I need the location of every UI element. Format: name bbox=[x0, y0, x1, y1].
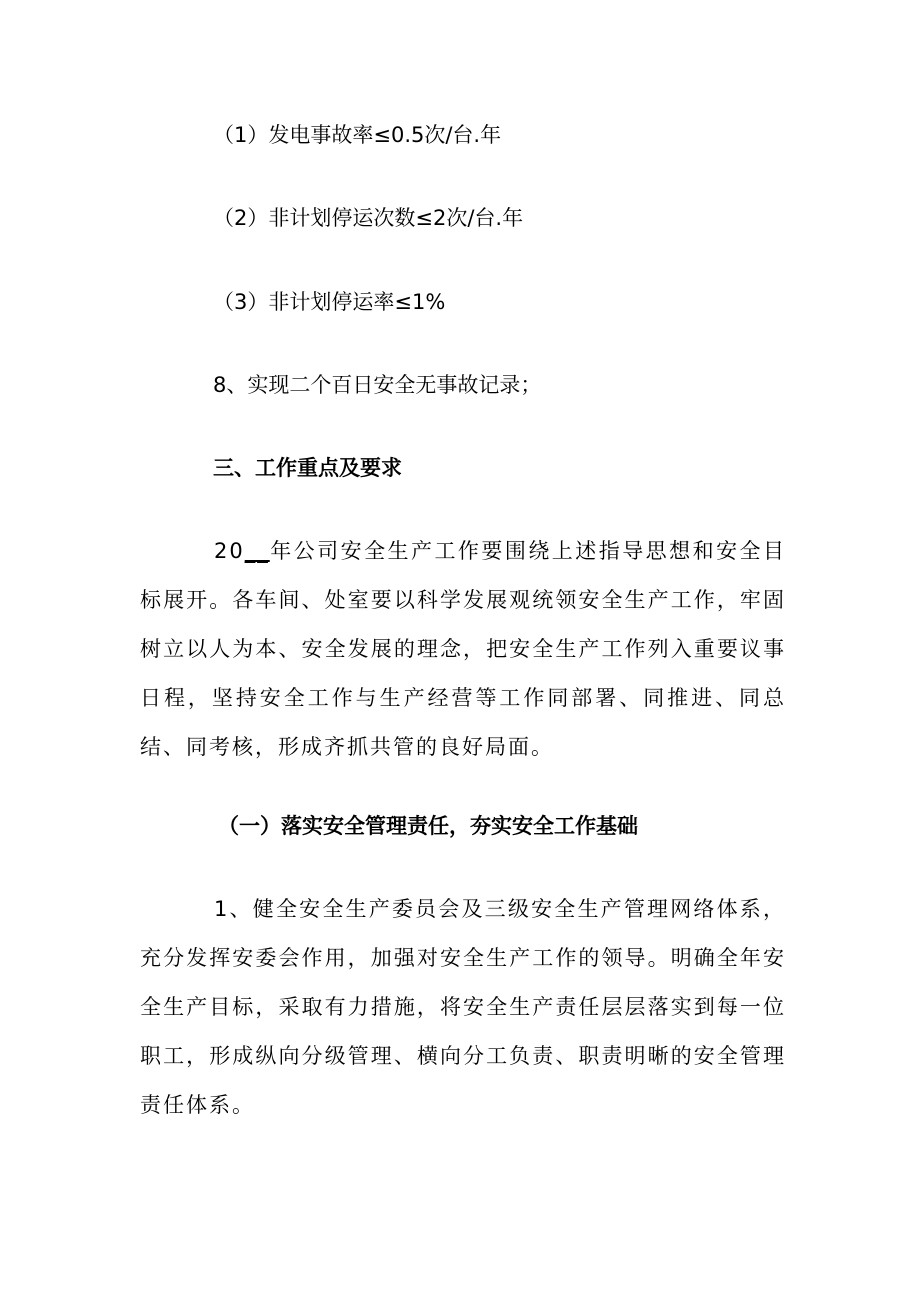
intro-year-blank: __ bbox=[244, 539, 270, 563]
target-item-3: （3）非计划停运率≤1% bbox=[213, 290, 446, 314]
intro-year-prefix: 20 bbox=[214, 539, 245, 563]
section-3-intro bbox=[140, 527, 786, 772]
intro-text: 年公司安全生产工作要围绕上述指导思想和安全目标展开。各车间、处室要以科学发展观统领安全生产工作，牢固树立以人为本、安全发展的理念，把安全生产工作列入重要议事日程，坚持安全工作与生产经营等工作同部署、同推进、同总结、同考核，形成齐抓共管的良好局面。 bbox=[140, 539, 786, 759]
subsection-1-item-1: 1、健全安全生产委员会及三级安全生产管理网络体系，充分发挥安委会作用，加强对安全生产工作的领导。明确全年安全生产目标，采取有力措施，将安全生产责任层层落实到每一位职工，形成纵向分级管理、横向分工负责、职责明晰的安全管理责任体系。 bbox=[140, 897, 786, 1117]
target-item-1: （1）发电事故率≤0.5次/台.年 bbox=[213, 123, 502, 147]
item-8: 8、实现二个百日安全无事故记录； bbox=[213, 373, 542, 397]
target-item-2: （2）非计划停运次数≤2次/台.年 bbox=[213, 206, 524, 230]
subsection-1-heading: （一）落实安全管理责任，夯实安全工作基础 bbox=[218, 814, 638, 838]
section-3-heading: 三、工作重点及要求 bbox=[213, 456, 402, 480]
